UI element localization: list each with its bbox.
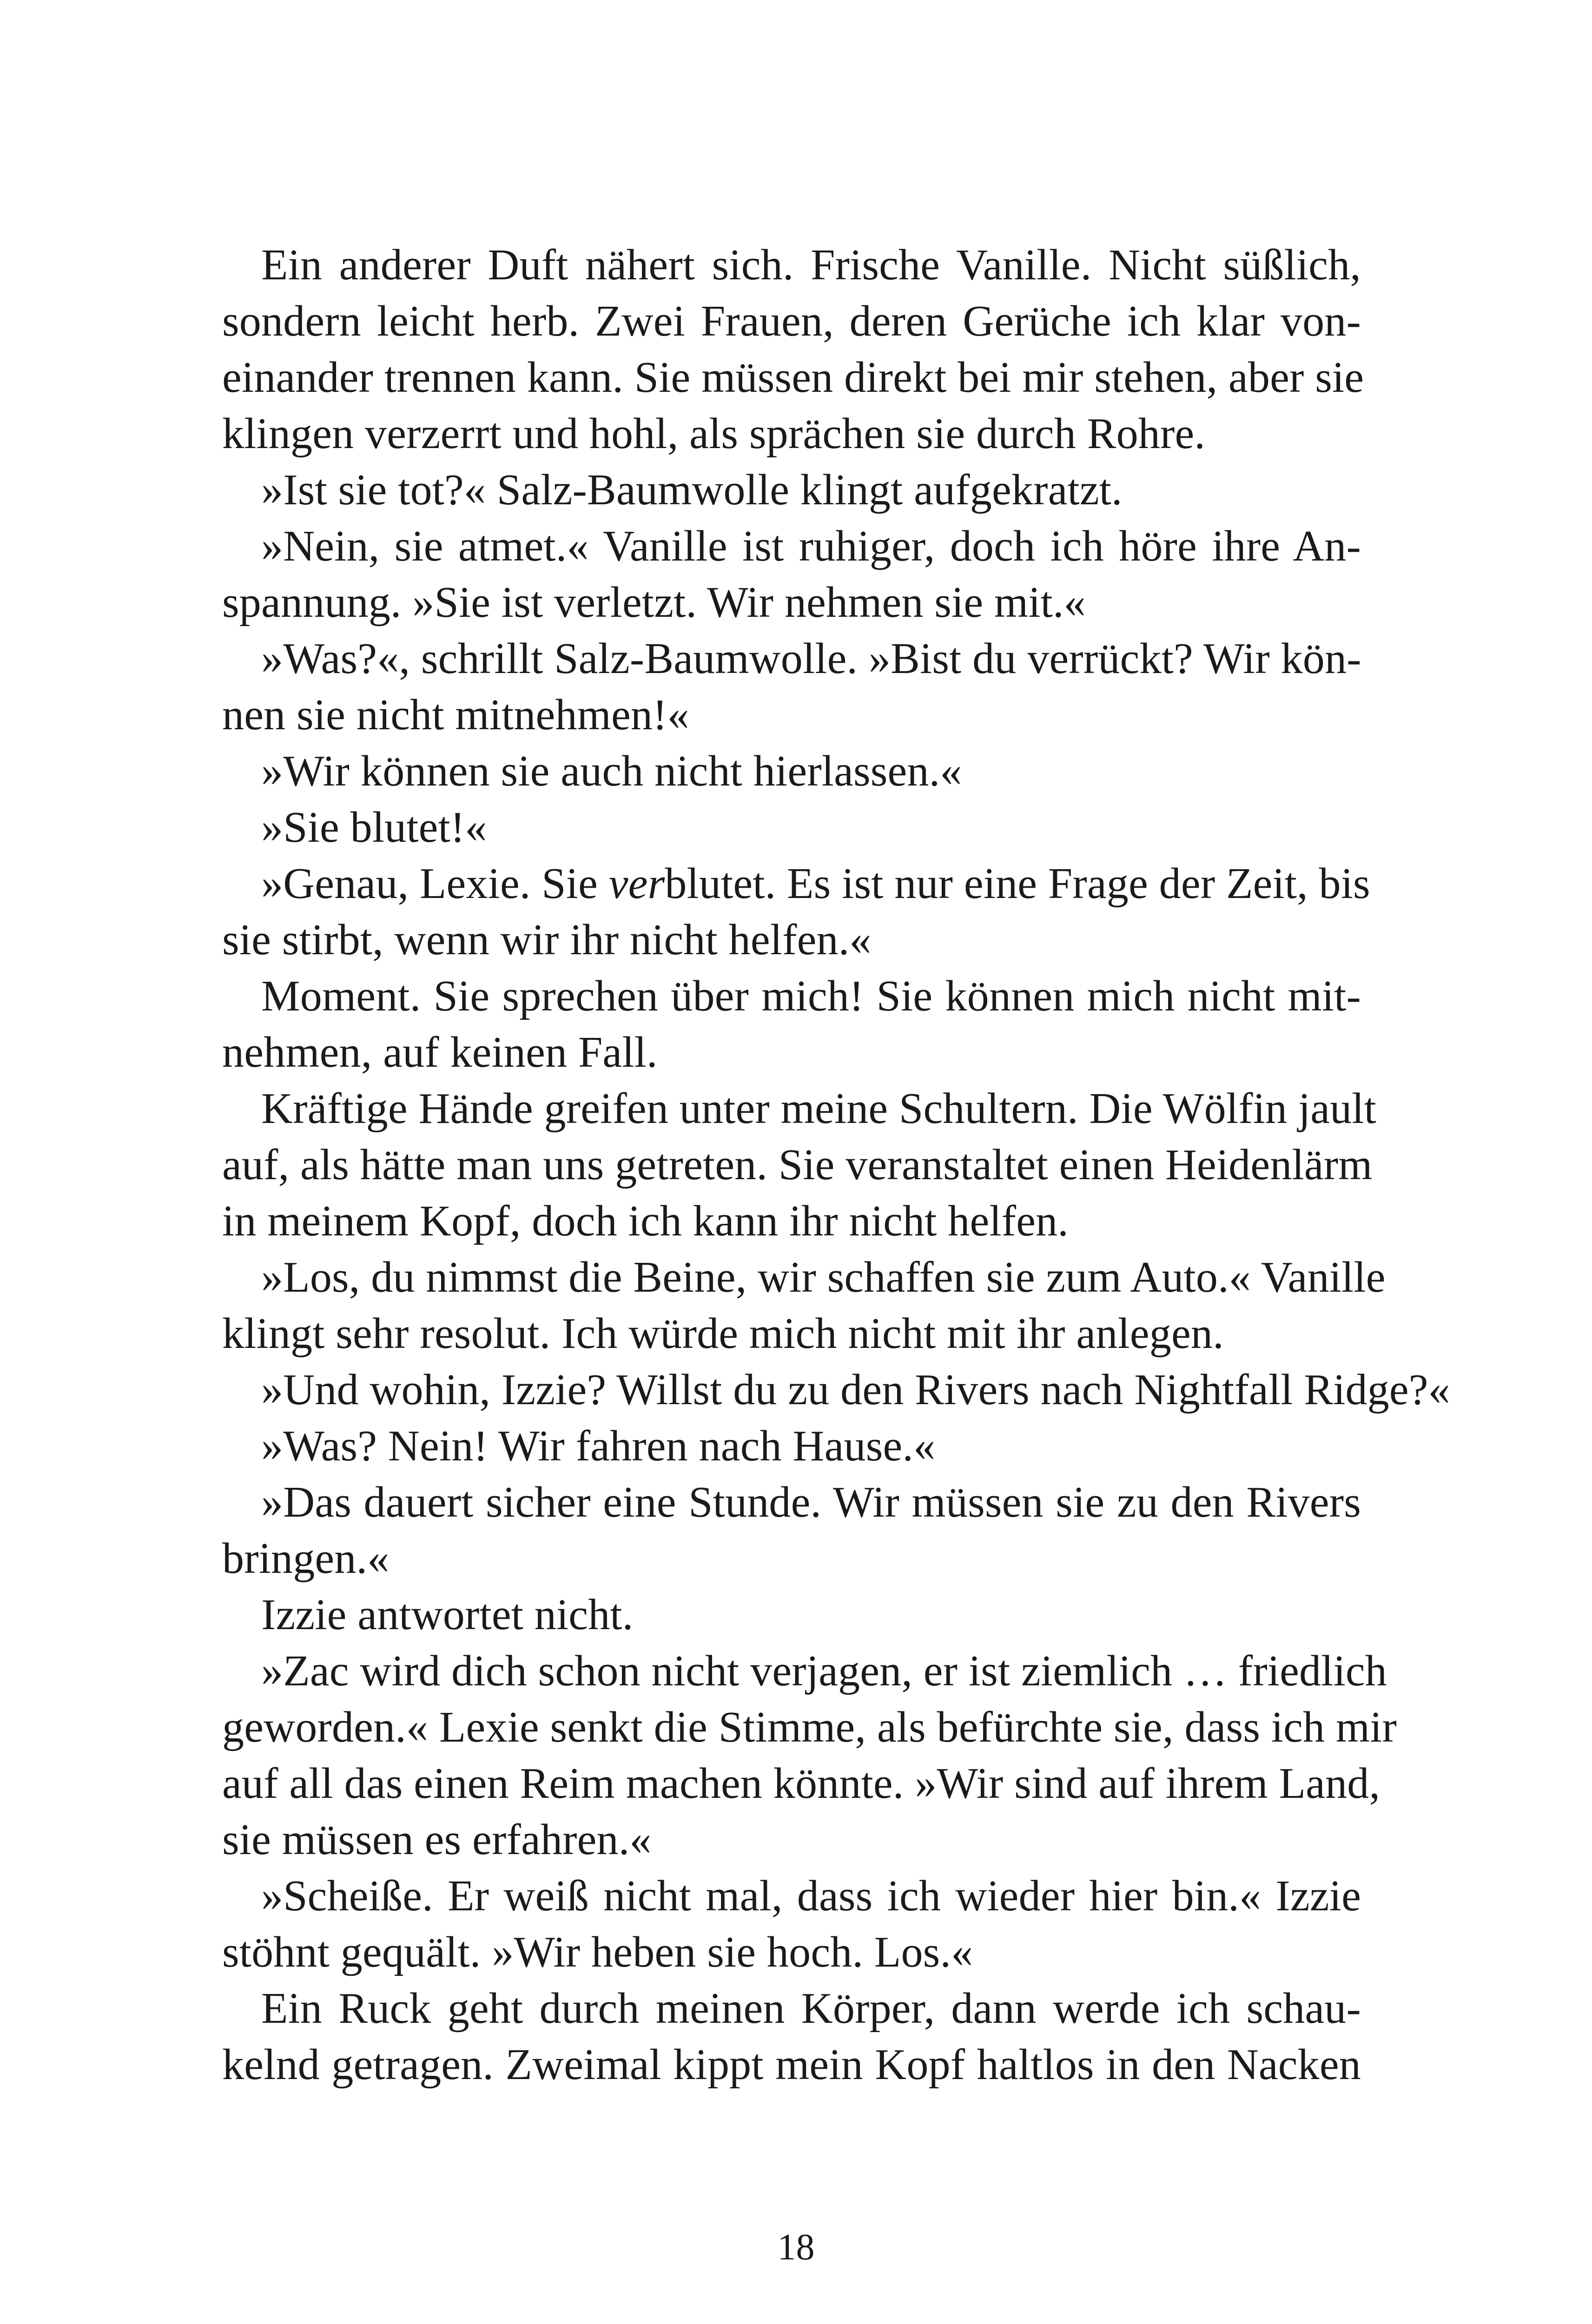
text-line: »Los, du nimmst die Beine, wir schaffen sie zum Auto.« Vanille [261, 1253, 1386, 1301]
text-line: spannung. »Sie ist verletzt. Wir nehmen sie mit.« [222, 578, 1086, 627]
text-line: kelnd getragen. Zweimal kippt mein Kopf haltlos in den Nacken [222, 2040, 1361, 2089]
text-line: auf, als hätte man uns getreten. Sie veranstaltet einen Heidenlärm [222, 1141, 1373, 1189]
page-number: 18 [777, 2227, 815, 2268]
text-line: »Wir können sie auch nicht hierlassen.« [261, 747, 962, 795]
body-text [222, 237, 1450, 2093]
text-line: klingt sehr resolut. Ich würde mich nicht mit ihr anlegen. [222, 1309, 1224, 1358]
text-line: »Zac wird dich schon nicht verjagen, er ist ziemlich … friedlich [261, 1647, 1387, 1695]
text-line: Kräftige Hände greifen unter meine Schultern. Die Wölfin jault [261, 1084, 1376, 1133]
text-line: Izzie antwortet nicht. [261, 1591, 634, 1639]
text-line: »Sie blutet!« [261, 803, 487, 852]
text-line: »Nein, sie atmet.« Vanille ist ruhiger, doch ich höre ihre An- [261, 522, 1361, 570]
text-line: »Was?«, schrillt Salz-Baumwolle. »Bist du verrückt? Wir kön- [261, 634, 1361, 683]
text-line: »Ist sie tot?« Salz-Baumwolle klingt aufgekratzt. [261, 466, 1123, 514]
text-line: nehmen, auf keinen Fall. [222, 1028, 658, 1076]
text-line: »Und wohin, Izzie? Willst du zu den Rivers nach Nightfall Ridge?« [261, 1366, 1450, 1414]
text-line: stöhnt gequält. »Wir heben sie hoch. Los.« [222, 1928, 973, 1976]
text-line: auf all das einen Reim machen könnte. »Wir sind auf ihrem Land, [222, 1759, 1381, 1808]
text-line: einander trennen kann. Sie müssen direkt bei mir stehen, aber sie [222, 353, 1364, 402]
text-line: klingen verzerrt und hohl, als sprächen sie durch Rohre. [222, 409, 1206, 458]
text-line: »Was? Nein! Wir fahren nach Hause.« [261, 1422, 936, 1470]
text-line: nen sie nicht mitnehmen!« [222, 691, 689, 739]
text-line: sondern leicht herb. Zwei Frauen, deren Gerüche ich klar von- [222, 297, 1361, 345]
text-line: »Genau, Lexie. Sie verblutet. Es ist nur eine Frage der Zeit, bis [261, 859, 1370, 908]
text-line: Ein anderer Duft nähert sich. Frische Vanille. Nicht süßlich, [261, 241, 1361, 289]
text-line: »Das dauert sicher eine Stunde. Wir müssen sie zu den Rivers [261, 1478, 1361, 1526]
emphasis: ver [608, 859, 665, 908]
text-line: Moment. Sie sprechen über mich! Sie können mich nicht mit- [261, 972, 1361, 1020]
text-line: »Scheiße. Er weiß nicht mal, dass ich wieder hier bin.« Izzie [261, 1872, 1361, 1920]
text-line: geworden.« Lexie senkt die Stimme, als befürchte sie, dass ich mir [222, 1703, 1397, 1751]
text-line: Ein Ruck geht durch meinen Körper, dann werde ich schau- [261, 1984, 1361, 2033]
text-line: bringen.« [222, 1534, 390, 1583]
text-line: in meinem Kopf, doch ich kann ihr nicht helfen. [222, 1197, 1069, 1245]
text-line: sie stirbt, wenn wir ihr nicht helfen.« [222, 916, 872, 964]
text-line: sie müssen es erfahren.« [222, 1816, 652, 1864]
